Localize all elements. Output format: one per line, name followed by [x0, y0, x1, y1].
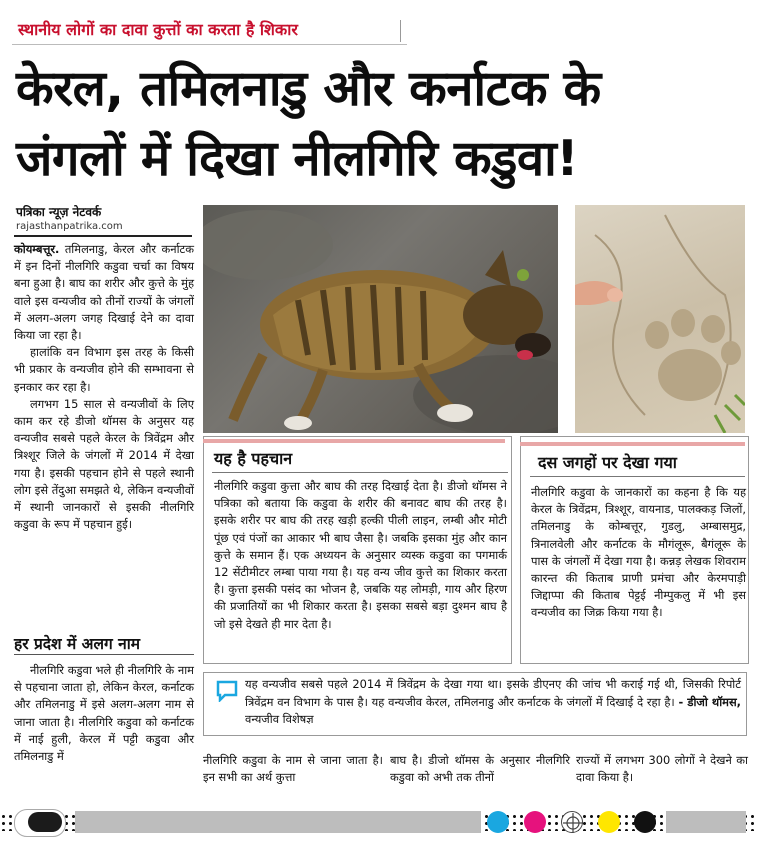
sightings-box-rule [530, 476, 745, 477]
article-subhead: हर प्रदेश में अलग नाम [14, 635, 140, 653]
grey-bar-right [666, 811, 746, 833]
identification-box-title: यह है पहचान [214, 449, 293, 468]
byline-name: पत्रिका न्यूज़ नेटवर्क [16, 205, 102, 219]
kicker: स्थानीय लोगों का दावा कुत्तों का करता है शिकार [18, 20, 298, 39]
pugmark-photo-art [575, 205, 745, 433]
bottom-column-3: राज्यों में लगभग 300 लोगों ने देखने का दावा किया है। [576, 753, 748, 785]
magenta-dot [524, 811, 546, 833]
quote-body: यह वन्यजीव सबसे पहले 2014 में त्रिवेंद्रम के देखा गया था। इसके डीएनए की जांच भी कराई गई थी, जिसकी रिपोर्ट त्रिवेंद्रम वन विभाग के पास है। यह वन्यजीव केरल, तमिलनाडु और कर्नाटक के जंगलों में दिखाई दे रहा है। [245, 677, 741, 709]
headline-line-1: केरल, तमिलनाडु और कर्नाटक के [16, 60, 601, 117]
sightings-box-title: दस जगहों पर देखा गया [538, 453, 677, 472]
article-paragraph-3: लगभग 15 साल से वन्यजीवों के लिए काम कर रहे डीजो थॉमस के अनुसर यह वन्यजीव सबसे पहले केरल के त्रिवेंद्रम और त्रिश्शूर जिले के जंगलों में 2014 में देखा गया है। इसकी पहचान होने से पहले स्थानी लोग इसे तेंदुआ समझते थे, लेकिन वन्यजीवों में स्थानी जानकारों से इसकी नीलगिरि कडुवा के रूप में पहचान हुई। [14, 396, 194, 532]
animal-photo [203, 205, 558, 433]
quote-author: - डीजो थॉमस, [678, 694, 741, 709]
sightings-box-strip [520, 442, 745, 446]
crosshair-target-icon [561, 811, 583, 833]
black-dot [634, 811, 656, 833]
quote-bubble-icon [216, 680, 238, 702]
quote-text [245, 676, 741, 729]
article-left-column [14, 241, 194, 533]
article-left-column-2 [14, 662, 194, 765]
registration-pill-fill [28, 812, 62, 832]
article-paragraph-2: हालांकि वन विभाग इस तरह के किसी भी प्रकार के वन्यजीव होने की सम्भावना से इनकार कर रहा है। [14, 345, 194, 394]
identification-box-strip [203, 439, 505, 443]
headline-line-2: जंगलों में दिखा नीलगिरि कडुवा! [16, 130, 579, 187]
kicker-divider [400, 20, 401, 42]
subhead-rule [14, 654, 194, 655]
dateline: कोयम्बत्तूर. [14, 242, 60, 256]
article-p1-text: तमिलनाडु, केरल और कर्नाटक में इन दिनों नीलगिरि कडुवा चर्चा का विषय बना हुआ है। बाघ का शरीर और कुत्ते के मुंह वाले इस वन्यजीव को तीनों राज्यों के जंगलों में अलग-अलग जगह दिखाई देने का दावा किया जा रहा है। [14, 242, 195, 343]
pugmark-photo [575, 205, 745, 433]
kicker-underline [12, 44, 407, 45]
identification-box-text: नीलगिरि कडुवा कुत्ता और बाघ की तरह दिखाई देता है। डीजो थॉमस ने पत्रिका को बताया कि कडुवा के शरीर की बनावट बाघ की तरह है। इसके शरीर पर बाघ की तरह खड़ी हल्की पीली लाइन, लम्बी और मोटी पूंछ एवं पंजों का आकार भी बाघ जैसा है। जबकि इसका मुंह और कान कुत्ते के समान हैं। एक अध्ययन के अनुसार व्यस्क कडुवा का पगमार्क 12 सेंटीमीटर लम्बा पाया गया है। यह वन्य जीव कुत्ते का शिकार करता है। कुत्ता इसकी पसंद का भोजन है, जबकि यह लोमड़ी, गाय और हिरण की प्रजातियों का भी शिकार करता है। इसका सबसे बड़ा दुश्मन बाघ है जो इसे देखते ही मार देता है। [214, 479, 507, 631]
article-paragraph-4: नीलगिरि कडुवा भले ही नीलगिरि के नाम से पहचाना जाता हो, लेकिन केरल, कर्नाटक और तमिलनाडु में इसे अलग-अलग नाम से जाना जाता है। नीलगिरि कडुवा को कर्नाटक में नाई हुली, केरल में पट्टी कडुवा और तमिलनाडु में [14, 663, 194, 764]
byline-rule [14, 235, 192, 237]
sightings-box-text: नीलगिरि कडुवा के जानकारों का कहना है कि यह केरल के त्रिवेंद्रम, त्रिश्शूर, वायनाड, पालक्कड़ जिलों, तमिलनाडु के कोम्बत्तूर, गुडलु, अम्बासमुद्र, त्रिनालवेली और कर्नाटक के मौगंलूरू, बैगंलूरू के पास के जंगलों में देखा गया है। कन्नड़ लेखक शिवराम कारन्त की किताब प्राणी प्रमंचा और केरमपाड़ी जिद्दाप्पा की किताब पेट्टई नीम्पुकलु में भी इस वन्यजीव का जिक्र किया गया है। [531, 485, 746, 620]
grey-bar [75, 811, 481, 833]
identification-box-rule [212, 472, 508, 473]
animal-photo-art [203, 205, 558, 433]
bottom-column-2: बाघ है। डीजो थॉमस के अनुसार नीलगिरि कडुवा को अभी तक तीनों [390, 753, 570, 785]
article-paragraph-1 [14, 241, 194, 344]
yellow-dot [598, 811, 620, 833]
byline-site: rajasthanpatrika.com [16, 221, 123, 232]
cyan-dot [487, 811, 509, 833]
quote-role: वन्यजीव विशेषज्ञ [245, 712, 314, 726]
bottom-column-1: नीलगिरि कडुवा के नाम से जाना जाता है। इन सभी का अर्थ कुत्ता [203, 753, 383, 785]
